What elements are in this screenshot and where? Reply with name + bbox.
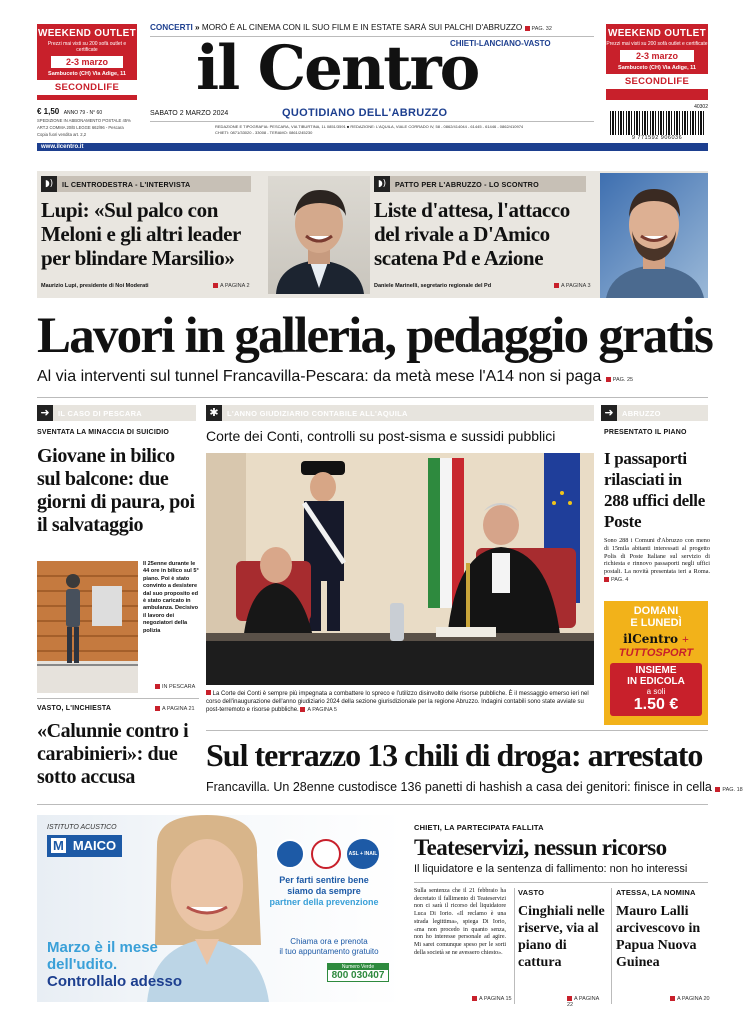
redazione-line-1: REDAZIONE E TIPOGRAFIA: PESCARA, VIA TIBURTINA, 1L 0851/3591 ■ REDAZIONE: L'AQUILA, VIALE CORRADO IV, 58 - 0862/414044 - 61445 - 61446 - 0862/410974: [215, 124, 524, 129]
maico-call-2: il tuo appuntamento gratuito: [279, 947, 379, 956]
interview-right-kicker-bar: [374, 176, 586, 192]
ad-dates: 2-3 marzo: [620, 50, 694, 62]
promo-papers: [604, 631, 708, 647]
interview-left-caption: Maurizio Lupi, presidente di Noi Moderati: [41, 283, 149, 289]
price: € 1,50: [37, 107, 60, 116]
interview-right-kicker: PATTO PER L'ABRUZZO - LO SCONTRO: [395, 179, 539, 189]
audio-icon: ◗): [41, 176, 57, 192]
interview-left-headline: Lupi: «Sul palco con Meloni e gli altri leader per blindare Marsilio»: [41, 198, 241, 270]
divider: [37, 397, 708, 398]
maico-tagline-2: siamo da sempre: [287, 886, 361, 896]
corte-conti-photo: [206, 453, 594, 685]
maico-phone: 800 030407: [331, 970, 385, 981]
promo-paper-1: ilCentro: [623, 632, 679, 646]
concerti-page: PAG. 32: [525, 26, 552, 32]
postal-note-3: Copia fuori vendita art. 2,2: [37, 132, 87, 137]
ad-address: Sambuceto (CH) Via Adige, 11: [618, 65, 696, 71]
drugs-headline[interactable]: Sul terrazzo 13 chili di droga: arrestato: [206, 737, 703, 773]
center-headline[interactable]: Corte dei Conti, controlli su post-sisma e sussidi pubblici: [206, 428, 556, 444]
divider: [37, 804, 708, 805]
promo-insieme-1: INSIEME: [635, 665, 677, 676]
redazione-line-2: CHIETI: 0871/33020 - 33008 - TERAMO: 0861/245230: [215, 130, 313, 135]
teate-headline[interactable]: Teateservizi, nessun ricorso: [414, 835, 667, 860]
promo-bottom: [610, 663, 702, 716]
masthead-cities: CHIETI-LANCIANO-VASTO: [450, 39, 551, 48]
center-caption-text: La Corte dei Conti è sempre più impegnata a combattere lo spreco e l'utilizzo disinvolto delle risorse pubbliche. È il messaggio emerso ieri nel corso dell'inaugurazione dell'anno giudiziario 2024 della sezione giurisdizionale per la regione Abruzzo. Indagini contabili sono state avviate su post-terremoto e risorse pubbliche.: [206, 691, 589, 713]
website-link[interactable]: www.ilcentro.it: [41, 144, 84, 150]
arrow-right-icon: ➜: [601, 405, 617, 421]
redazione: [215, 124, 595, 136]
asterisk-icon: ✱: [206, 405, 222, 421]
vasto-headline: Cinghiali nelle riserve, via al piano di cattura: [518, 904, 605, 970]
divider: [206, 730, 708, 731]
maico-month-3: Controllalo adesso: [47, 973, 183, 990]
promo-line-1: DOMANI: [633, 605, 679, 617]
maico-phone-label: Numero Verde: [328, 964, 388, 970]
center-caption-page: A PAGINA 5: [300, 707, 337, 713]
maico-brand: MAICO: [72, 838, 117, 853]
right-section-bar: [601, 405, 708, 421]
right-section-label: ABRUZZO: [622, 408, 661, 418]
drugs-subhead-text: Francavilla. Un 28enne custodisce 136 panetti di hashish a casa dei genitori: finisce in cella: [206, 780, 712, 794]
promo-paper-2: TUTTOSPORT: [618, 647, 694, 659]
center-section-label: L'ANNO GIUDIZIARIO CONTABILE ALL'AQUILA: [227, 408, 408, 418]
maico-tagline: [249, 875, 399, 908]
concerti-text: MORÒ È AL CINEMA CON IL SUO FILM E IN ESTATE SARÀ SUI PALCHI D'ABRUZZO: [201, 23, 523, 32]
badge-circle-1: [275, 839, 305, 869]
maico-m-icon: M: [53, 838, 64, 853]
ad-title: WEEKEND OUTLET: [37, 28, 137, 39]
main-page: PAG. 25: [606, 377, 633, 383]
masthead-rule: [150, 121, 594, 122]
promo-price: 1.50 €: [633, 696, 679, 713]
left-section-bar: [37, 405, 196, 421]
maico-call-1: Chiama ora e prenota: [290, 937, 368, 946]
ad-small: Prezzi mai visti su 200 sofà outlet e certificate: [606, 41, 708, 47]
postal-note-1: SPEDIZIONE IN ABBONAMENTO POSTALE 45%: [37, 118, 131, 123]
interview-right-page: A PAGINA 3: [554, 283, 591, 289]
promo-line-2: E LUNEDÌ: [630, 617, 682, 629]
atessa-page: A PAGINA 20: [670, 996, 710, 1002]
drugs-subhead: [206, 780, 743, 794]
masthead-date: SABATO 2 MARZO 2024: [150, 110, 229, 117]
audio-icon: ◗): [374, 176, 390, 192]
atessa-kicker: ATESSA, LA NOMINA: [616, 888, 696, 897]
left-headline-2[interactable]: «Calunnie contro i carabinieri»: due sotto accusa: [37, 720, 189, 788]
ad-brand: SECONDLIFE: [37, 80, 137, 95]
badge-asl: ASL + INAIL: [347, 839, 379, 869]
barcode-number: 9 771592 906036: [631, 135, 683, 141]
masthead-title[interactable]: il Centro: [196, 33, 479, 104]
atessa-box[interactable]: [611, 888, 710, 1004]
interview-left-page: A PAGINA 2: [213, 283, 250, 289]
maico-month: [47, 939, 182, 990]
left-kicker-2: VASTO, L'INCHIESTA: [37, 705, 112, 712]
portrait-lupi: [268, 176, 370, 294]
vasto-box[interactable]: [514, 888, 606, 1008]
interview-left-kicker: IL CENTRODESTRA - L'INTERVISTA: [62, 179, 191, 189]
interview-left-link[interactable]: [41, 176, 267, 294]
maico-phone-box[interactable]: [327, 963, 389, 982]
plus-icon: +: [682, 632, 689, 646]
teate-subhead: Il liquidatore e la sentenza di fallimento: non ho interessi: [414, 863, 688, 875]
vasto-kicker: VASTO: [518, 888, 545, 897]
divider: [414, 882, 708, 883]
corte-conti-scene: [206, 453, 594, 685]
barcode: [606, 104, 708, 142]
left-headline[interactable]: Giovane in bilico sul balcone: due giorni di paura, poi il salvataggio: [37, 445, 195, 536]
teate-kicker: CHIETI, LA PARTECIPATA FALLITA: [414, 823, 544, 832]
portrait-marinelli: [600, 173, 708, 298]
teate-body: Sulla sentenza che il 21 febbraio ha decretato il fallimento di Teateservizi non ci sarà il ricorso del liquidatore Luca Di Iorio. «Il reclamo è una strada legittima», spiega Di Iorio, «ma non procedo in quanto senza, non ho interesse personale ad agire. Mi sarei comunque speso per le sorti della società se ne avessero chiesto».: [414, 888, 506, 956]
right-headline[interactable]: I passaporti rilasciati in 288 uffici delle Poste: [604, 449, 705, 531]
center-section-bar: [206, 405, 594, 421]
maico-logo: [47, 835, 122, 857]
maico-call: [259, 937, 399, 957]
main-headline[interactable]: Lavori in galleria, pedaggio gratis: [37, 308, 713, 364]
postal-note-2: ART.2 COMMA 20/B LEGGE 662/96 - Pescara: [37, 125, 124, 130]
right-kicker: PRESENTATO IL PIANO: [604, 429, 687, 436]
ad-left-weekend-outlet[interactable]: [37, 24, 137, 100]
maico-ad[interactable]: [37, 815, 403, 1002]
left-page-2: A PAGINA 21: [155, 706, 195, 712]
ad-dates: 2-3 marzo: [51, 56, 123, 68]
maico-tagline-3: partner della prevenzione: [269, 897, 379, 907]
vasto-page: A PAGINA 22: [567, 996, 606, 1008]
barcode-bars: [610, 111, 704, 135]
maico-month-1: Marzo è il mese: [47, 939, 158, 956]
center-caption: [206, 690, 594, 714]
promo-tuttosport[interactable]: [604, 601, 708, 725]
right-page: PAG. 4: [604, 577, 628, 583]
left-body: Il 25enne durante le 44 ore in bilico sul 5° piano. Poi è stato convinto a desistere dal suo proposito ed è stato caricato in ambulanza. Decisivo il lavoro dei negoziatori della polizia: [143, 561, 199, 634]
ad-brand: SECONDLIFE: [606, 74, 708, 89]
maico-month-2: dell'udito.: [47, 956, 118, 973]
maico-istituto: ISTITUTO ACUSTICO: [47, 824, 117, 831]
drugs-page: PAG. 18: [715, 787, 742, 793]
anno: ANNO 79 - N° 60: [63, 110, 103, 116]
teate-page: A PAGINA 15: [472, 996, 512, 1002]
left-kicker: SVENTATA LA MINACCIA DI SUICIDIO: [37, 429, 170, 436]
promo-a-soli: a soli: [646, 687, 666, 696]
right-body-text: Sono 288 i Comuni d'Abruzzo con meno di 15mila abitanti interessati al progetto Polis di Poste Italiane sul servizio di richiesta e rinnovo passaporti negli uffici postali. La novità presentata ieri a Roma.: [604, 537, 710, 576]
arrow-right-icon: ➜: [37, 405, 53, 421]
portrait-marinelli-figure: [600, 173, 708, 298]
maico-tagline-1: Per farti sentire bene: [279, 875, 369, 885]
website-bar[interactable]: [37, 143, 708, 151]
concerti-label: CONCERTI: [150, 23, 193, 32]
divider: [37, 698, 199, 699]
atessa-headline: Mauro Lalli arcivescovo in Papua Nuova Guinea: [616, 904, 701, 970]
promo-insieme-2: IN EDICOLA: [627, 676, 685, 687]
main-subhead: [37, 368, 709, 386]
portrait-lupi-figure: [268, 176, 370, 294]
ad-right-weekend-outlet[interactable]: [606, 24, 708, 100]
masthead-subtitle: QUOTIDIANO DELL'ABRUZZO: [282, 107, 448, 119]
left-body-page: IN PESCARA: [155, 684, 195, 690]
interview-left-kicker-bar: [41, 176, 251, 192]
price-info: [37, 106, 142, 138]
ad-title: WEEKEND OUTLET: [607, 28, 707, 39]
main-subhead-text: Al via interventi sul tunnel Francavilla-Pescara: da metà mese l'A14 non si paga: [37, 368, 602, 385]
interview-right-headline: Liste d'attesa, l'attacco del rivale a D'Amico scatena Pd e Azione: [374, 198, 570, 270]
ad-small: Prezzi mai visti su 200 sofà outlet e certificate: [47, 41, 127, 53]
interview-right-link[interactable]: [374, 176, 596, 294]
badge-circle-2: [311, 839, 341, 869]
red-square-icon: [206, 690, 211, 695]
right-body: [604, 537, 710, 585]
balcony-photo: [37, 561, 138, 693]
left-section-label: IL CASO DI PESCARA: [58, 408, 143, 418]
chevron-right-icon: »: [195, 23, 200, 32]
interview-right-caption: Daniele Marinelli, segretario regionale del Pd: [374, 283, 492, 289]
ad-address: Sambuceto (CH) Via Adige, 11: [48, 71, 126, 77]
balcony-photo-scene: [37, 561, 138, 693]
barcode-top: 40302: [694, 104, 708, 110]
